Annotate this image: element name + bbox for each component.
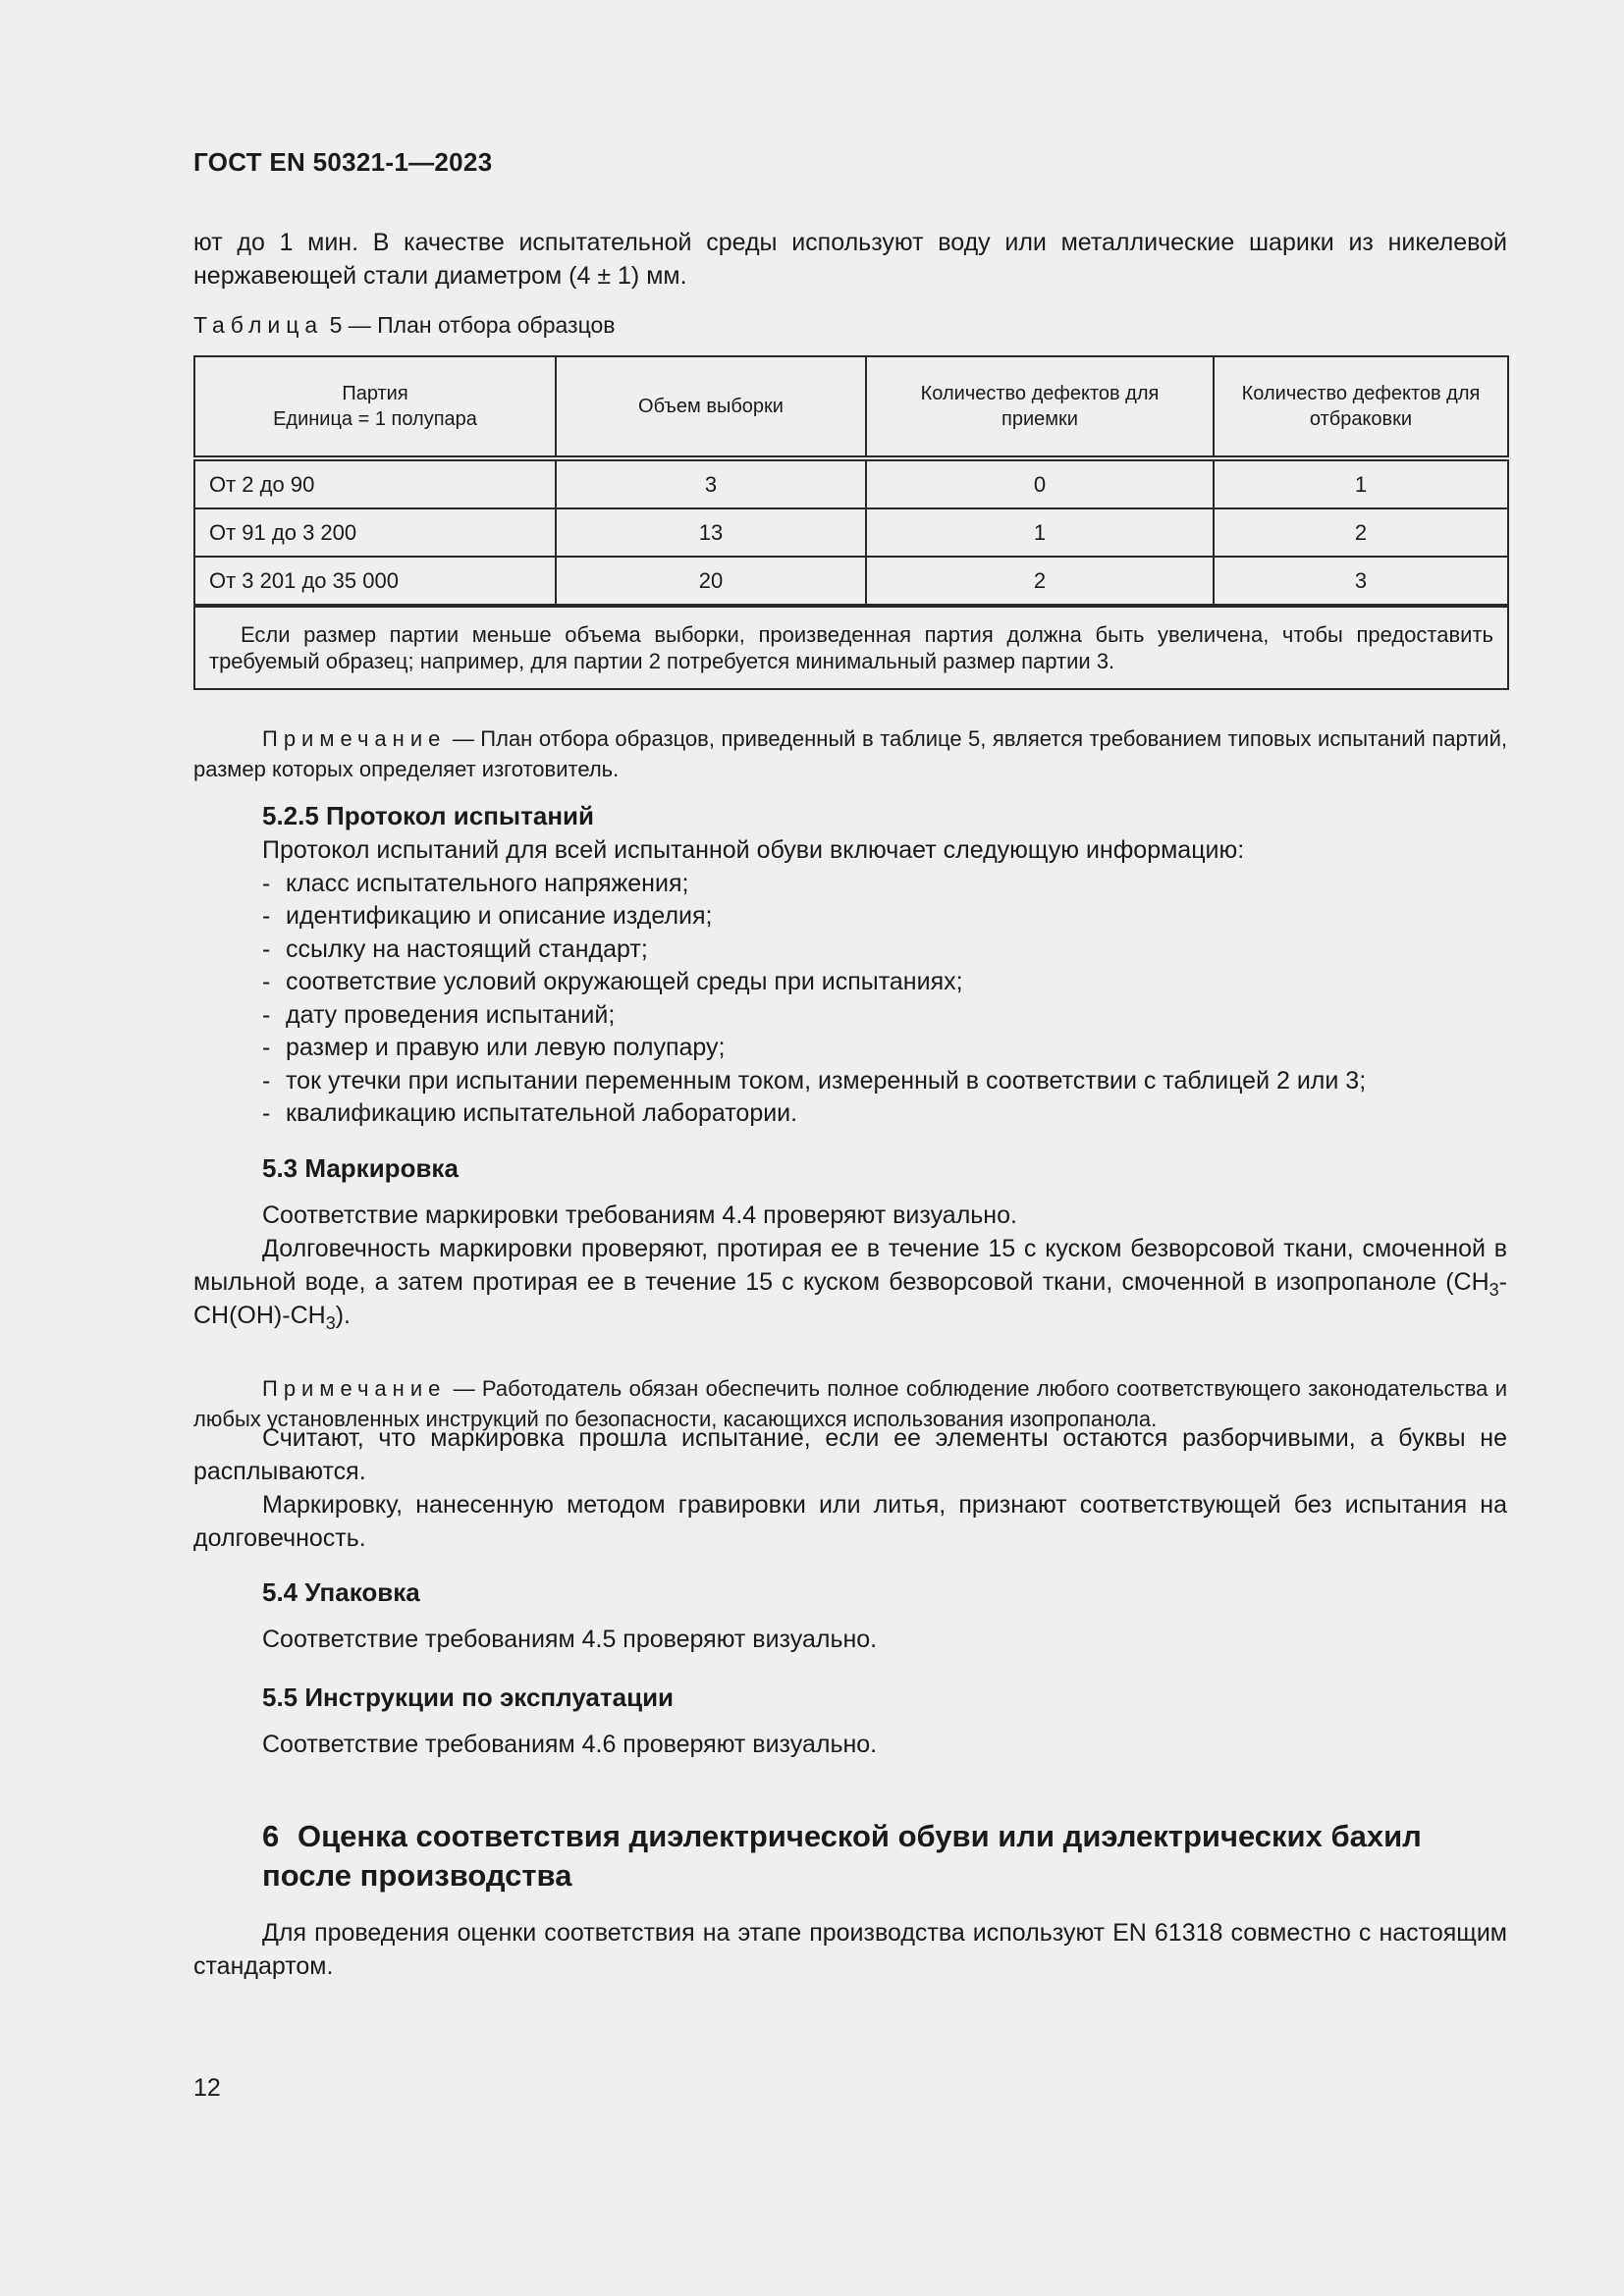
section-6-number: 6 xyxy=(262,1819,280,1853)
list-item: - класс испытательного напряжения; xyxy=(262,869,689,897)
list-item: - размер и правую или левую полупару; xyxy=(262,1034,726,1061)
cell-lot: От 3 201 до 35 000 xyxy=(194,557,556,606)
table-caption-label: Таблица xyxy=(193,312,324,338)
note-sampling xyxy=(193,723,1507,784)
table-row xyxy=(194,458,1508,508)
section-6-title-line2: после производства xyxy=(262,1858,572,1893)
cell-sample: 3 xyxy=(556,458,866,508)
header-reject: Количество дефектов для отбраковки xyxy=(1214,356,1508,458)
cell-reject: 1 xyxy=(1214,458,1508,508)
heading-5-5: 5.5 Инструкции по эксплуатации xyxy=(262,1682,675,1712)
test-report-list xyxy=(262,868,1507,1131)
table-row xyxy=(194,508,1508,557)
cell-sample: 13 xyxy=(556,508,866,557)
table-footnote: Если размер партии меньше объема выборки, произведенная партия должна быть увеличена, чтобы предоставить требуемый образец; например, для партии 2 потребуется минимальный размер партии 3. xyxy=(194,606,1508,689)
sampling-plan-table xyxy=(193,355,1509,690)
note-text: — План отбора образцов, приведенный в таблице 5, является требованием типовых испытаний партий, размер которых определяет изготовитель. xyxy=(193,726,1507,781)
section-6-title-line1: Оценка соответствия диэлектрической обуви или диэлектрических бахил xyxy=(298,1819,1422,1853)
marking-p2: Долговечность маркировки проверяют, протирая ее в течение 15 с куском безворсовой ткани, смоченной в мыльной воде, а затем протирая ее в течение 15 с куском безворсовой ткани, смоченной в изопропаноле $(CH_3-CH(OH)-CH_3)$. xyxy=(193,1235,1507,1333)
list-item: - ток утечки при испытании переменным током, измеренный в соответствии с таблицей 2 или 3; xyxy=(262,1066,1367,1095)
marking-p3: Считают, что маркировка прошла испытание, если ее элементы остаются разборчивыми, а буквы не расплываются. xyxy=(193,1424,1507,1485)
intro-paragraph: ют до 1 мин. В качестве испытательной среды используют воду или металлические шарики из никелевой нержавеющей стали диаметром (4 ± 1) мм. xyxy=(193,229,1507,290)
marking-paragraphs-2 xyxy=(193,1421,1507,1555)
cell-sample: 20 xyxy=(556,557,866,606)
cell-lot: От 2 до 90 xyxy=(194,458,556,508)
cell-accept: 2 xyxy=(866,557,1214,606)
cell-reject: 3 xyxy=(1214,557,1508,606)
header-sample-size: Объем выборки xyxy=(556,356,866,458)
cell-accept: 1 xyxy=(866,508,1214,557)
table-caption-title: 5 — План отбора образцов xyxy=(323,312,616,338)
document-code: ГОСТ EN 50321-1—2023 xyxy=(193,147,493,177)
heading-5-3: 5.3 Маркировка xyxy=(262,1153,459,1183)
page-number: 12 xyxy=(193,2074,221,2102)
table-footnote-row xyxy=(194,606,1508,689)
header-accept: Количество дефектов для приемки xyxy=(866,356,1214,458)
test-report-block xyxy=(262,834,1507,1131)
test-report-intro: Протокол испытаний для всей испытанной обуви включает следующую информацию: xyxy=(262,836,1245,864)
list-item: - квалификацию испытательной лаборатории. xyxy=(262,1099,798,1127)
marking-p1: Соответствие маркировки требованиям 4.4 проверяют визуально. xyxy=(262,1201,1017,1229)
marking-p4: Маркировку, нанесенную методом гравировки или литья, признают соответствующей без испытания на долговечность. xyxy=(193,1491,1507,1552)
cell-reject: 2 xyxy=(1214,508,1508,557)
list-item: - дату проведения испытаний; xyxy=(262,1000,616,1029)
table-caption xyxy=(193,312,616,339)
list-item: - соответствие условий окружающей среды при испытаниях; xyxy=(262,968,963,995)
table-header-row xyxy=(194,356,1508,458)
cell-accept: 0 xyxy=(866,458,1214,508)
list-item: - ссылку на настоящий стандарт; xyxy=(262,934,648,963)
heading-5-4: 5.4 Упаковка xyxy=(262,1577,420,1607)
note-label: Примечание xyxy=(262,726,447,751)
marking-paragraphs xyxy=(193,1199,1507,1332)
packaging-text: Соответствие требованиям 4.5 проверяют визуально. xyxy=(262,1626,878,1653)
section-6-text: Для проведения оценки соответствия на этапе производства используют EN 61318 совместно с настоящим стандартом. xyxy=(193,1919,1507,1980)
header-lot: Партия Единица = 1 полупара xyxy=(194,356,556,458)
cell-lot: От 91 до 3 200 xyxy=(194,508,556,557)
instructions-text: Соответствие требованиям 4.6 проверяют визуально. xyxy=(262,1731,878,1758)
note-text: — Работодатель обязан обеспечить полное соблюдение любого соответствующего законодательства и любых установленных инструкций по безопасности, касающихся использования изопропанола. xyxy=(193,1376,1507,1431)
heading-5-2-5: 5.2.5 Протокол испытаний xyxy=(262,801,594,830)
list-item: - идентификацию и описание изделия; xyxy=(262,902,713,930)
note-label: Примечание xyxy=(262,1376,447,1401)
table-row xyxy=(194,557,1508,606)
heading-section-6 xyxy=(262,1817,1507,1896)
